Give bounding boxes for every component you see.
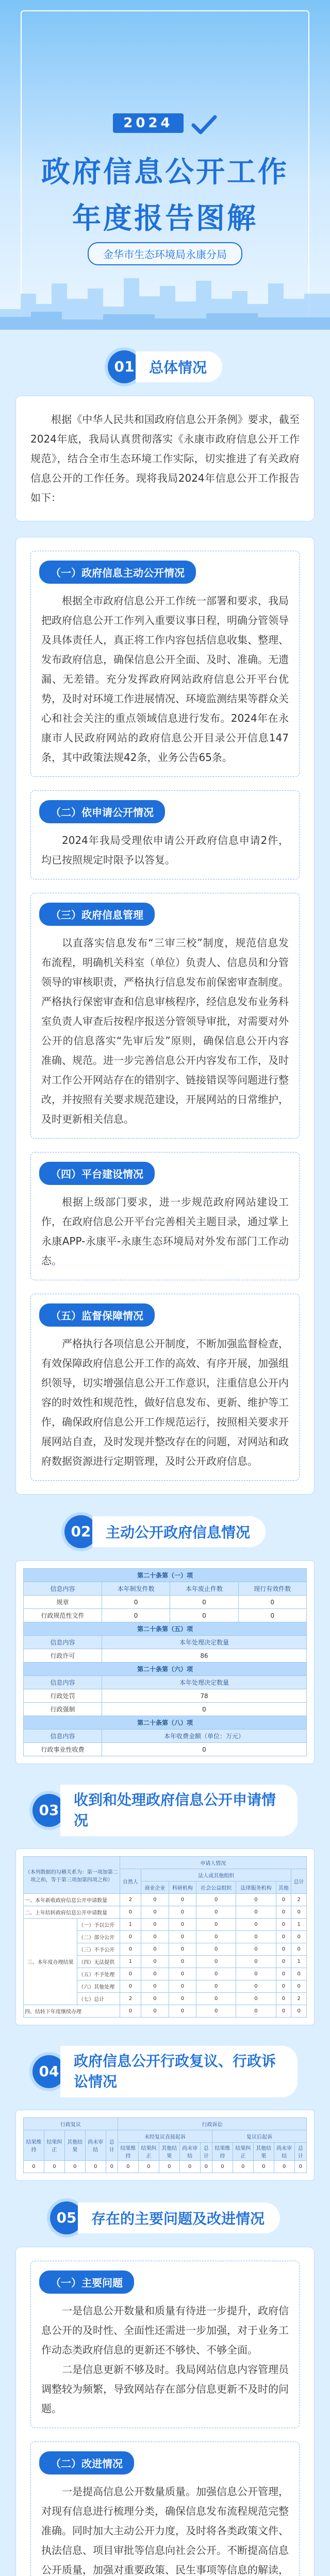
detail-block — [30, 1294, 300, 1481]
detail-block — [30, 551, 300, 777]
table-cell: 0 — [291, 2005, 307, 2018]
subsection-text: 2024年我局受理依申请公开政府信息申请2件，均已按照规定时限予以答复。 — [41, 834, 289, 866]
section-number: 02 — [64, 1515, 97, 1548]
hero-banner — [0, 0, 330, 330]
table-cell: 0 — [291, 1931, 307, 1943]
table-header: 行政诉讼 — [118, 2118, 306, 2130]
table-cell: 0 — [169, 1993, 196, 2005]
table-cell: 0 — [196, 1980, 236, 1993]
table-cell: 0 — [276, 1956, 291, 1968]
table-cell: 0 — [141, 1894, 169, 1906]
table-header: 现行有效件数 — [238, 1582, 306, 1596]
table-cell: 0 — [276, 1906, 291, 1919]
table-header: 其他 — [276, 1882, 291, 1894]
table-row — [24, 1919, 307, 1931]
table-header: 信息内容 — [24, 1636, 102, 1649]
hero-title-line2: 年度报告图解 — [72, 202, 258, 235]
table-header: 总计 — [106, 2130, 118, 2161]
table-header: 信息内容 — [24, 1676, 102, 1689]
proactive-disclosure-tables — [15, 1561, 315, 1764]
section-1-intro — [15, 396, 315, 521]
table-header: 本年处理决定数量 — [102, 1636, 306, 1649]
table-cell: 2 — [120, 1894, 141, 1906]
table-cell: 0 — [141, 1956, 169, 1968]
table-header: 尚未审结 — [85, 2130, 106, 2161]
subsection-tag: （一）政府信息主动公开情况 — [39, 561, 196, 584]
table-cell: 0 — [141, 1931, 169, 1943]
table-row: 行政许可 86 — [24, 1649, 307, 1663]
table-cell: 0 — [233, 2161, 253, 2173]
table-cell: 0 — [44, 2161, 64, 2173]
table-cell: 0 — [85, 2161, 106, 2173]
table-cell: 0 — [64, 2161, 85, 2173]
table-cell: 2 — [120, 1993, 141, 2005]
table-row — [24, 1894, 307, 1906]
subsection-tag: （二）依申请公开情况 — [39, 800, 165, 823]
table-cell: 0 — [106, 2161, 118, 2173]
detail-block — [30, 1152, 300, 1280]
table-cell: 0 — [120, 1943, 141, 1956]
section-title: 主动公开政府信息情况 — [92, 1516, 266, 1547]
table-cell: 0 — [141, 1943, 169, 1956]
subsection-tag: （三）政府信息管理 — [39, 903, 155, 926]
table-cell: 0 — [196, 1993, 236, 2005]
subsection-tag: （一）主要问题 — [39, 2270, 134, 2294]
subsection-text: 一是提高信息公开数量质量。加强信息公开管理，对现有信息进行梳理分类，确保信息发布流程规范完整准确。同时加大主动公开力度，及时将各类政策文件、执法信息、项目审批等信息向社会公开。不断提高信息公开质量，加强对重要政策、民生事项等信息的解读， — [41, 2485, 289, 2576]
table-header: 结果纠正 — [44, 2130, 64, 2161]
section-1-details — [15, 537, 315, 1495]
table-cell: 0 — [291, 1980, 307, 1993]
table-header: 本年处理决定数量 — [102, 1676, 306, 1689]
section-header-1 — [15, 350, 315, 383]
table-cell: 0 — [236, 1931, 276, 1943]
table-article20-1 — [23, 1568, 307, 1756]
section-number: 04 — [32, 2055, 65, 2088]
table-cell: 0 — [276, 1980, 291, 1993]
table-cell: 0 — [138, 2161, 159, 2173]
table-cell: 0 — [159, 2161, 179, 2173]
table-header: 商业企业 — [141, 1882, 169, 1894]
section-title: 总体情况 — [136, 351, 222, 382]
subsection-text: 根据上级部门要求，进一步规范政府网站建设工作，在政府信息公开平台完善相关主题目录，通过掌上永康APP-永康平-永康生态环境局对外发布部门工作动态。 — [41, 1196, 289, 1267]
table-cell: 0 — [120, 2005, 141, 2018]
table-header: （本列数据的勾稽关系为：第一项加第二项之和，等于第三项加第四项之和） — [24, 1857, 120, 1894]
table-cell: 0 — [236, 1980, 276, 1993]
table-cell: 0 — [141, 1906, 169, 1919]
section-number: 03 — [32, 1794, 65, 1827]
table-header: 其他结果 — [64, 2130, 85, 2161]
table-row — [24, 1906, 307, 1919]
subsection-tag: （二）改进情况 — [39, 2451, 134, 2475]
subsection-tag: （四）平台建设情况 — [39, 1162, 155, 1185]
check-icon — [191, 115, 217, 135]
section-header-4 — [15, 2046, 315, 2097]
application-handling-table — [15, 1849, 315, 2025]
table-row: 行政规范性文件 0 0 0 — [24, 1609, 307, 1622]
row-label: （五）不予处理 — [77, 1968, 120, 1980]
table-cell: 0 — [236, 1956, 276, 1968]
table-cell: 0 — [141, 1919, 169, 1931]
table-header: 社会公益组织 — [196, 1882, 236, 1894]
table-cell: 0 — [291, 1943, 307, 1956]
table-cell: 0 — [169, 2005, 196, 2018]
table-cell: 0 — [236, 1943, 276, 1956]
section-header-2 — [15, 1515, 315, 1548]
table-cell: 0 — [291, 1906, 307, 1919]
problems-block — [30, 2261, 300, 2428]
table-cell: 0 — [141, 1980, 169, 1993]
table-header: 行政复议 — [24, 2118, 118, 2130]
table-cell: 0 — [236, 1919, 276, 1931]
table-header: 复议后起诉 — [212, 2130, 306, 2143]
table-cell: 0 — [120, 1980, 141, 1993]
section-title: 政府信息公开行政复议、行政诉讼情况 — [60, 2046, 298, 2097]
table-cell: 1 — [120, 1956, 141, 1968]
section-number: 01 — [108, 350, 141, 383]
row-label: （一）予以公开 — [77, 1919, 120, 1931]
row-label: （七）总计 — [77, 1993, 120, 2005]
table-title: 第二十条第（五）项 — [24, 1622, 307, 1636]
table-cell: 0 — [169, 1931, 196, 1943]
city-skyline-illustration — [0, 268, 330, 330]
subsection-text: 以直落实信息发布“三审三校”制度，规范信息发布流程，明确机关科室（单位）负责人、信息员和分管领导的审核职责，严格执行信息发布前保密审查制度。严格执行保密审查和信息审核程序，经信息发布业务科室负责人审查后按程序报送分管领导审批，对需要对外公开的信息落实“先审后发”原则，确保信息公开内容准确、规范。进一步完善信息公开内容发布工作，及时对工作公开网站存在的错别字、链接错误等问题进行整改，并按照有关要求规范建设，开展网站的日常维护，及时更新相关信息。 — [41, 937, 289, 1125]
table-cell: 0 — [196, 1906, 236, 1919]
subsection-text: 一是信息公开数量和质量有待进一步提升，政府信息公开的及时性、全面性还需进一步加强，对于业务工作动态类政府信息的更新还不够快、不够全面。 — [41, 2304, 289, 2356]
row-label: （四）无法提供 — [77, 1956, 120, 1968]
table-cell: 0 — [236, 1993, 276, 2005]
section-title: 存在的主要问题及改进情况 — [78, 2202, 280, 2233]
table-cell: 0 — [24, 2161, 44, 2173]
table-cell: 0 — [141, 1968, 169, 1980]
table-header: 申请人情况 — [120, 1857, 306, 1869]
subsection-text: 根据全市政府信息公开工作统一部署和要求，我局把政府信息公开工作列入重要议事日程，明确分管领导及具体责任人，真正将工作内容包括信息收集、整理、发布政府信息，确保信息公开全面、及时、准确。无遗漏、无差错。充分发挥政府网站政府信息公开平台优势，及时对环境工作进展情况、环境监测结果等群众关心和社会关注的重点领域信息进行发布。2024年在永康市人民政府网站的政府信息公开目录公开信息147条，其中政策法规42条，业务公告65条。 — [41, 595, 289, 764]
table-cell: 0 — [196, 1943, 236, 1956]
table-cell: 0 — [196, 2005, 236, 2018]
table-cell: 0 — [276, 2005, 291, 2018]
table-row: 行政事业性收费 0 — [24, 1743, 307, 1756]
section-5-content — [15, 2247, 315, 2576]
table-cell: 0 — [196, 1956, 236, 1968]
table-cell: 0 — [294, 2161, 306, 2173]
row-label: 二、上年结转政府信息公开申请数量 — [24, 1906, 120, 1919]
table-cell: 0 — [196, 1894, 236, 1906]
group-label: 三、本年度办理结果 — [24, 1919, 77, 2005]
table-cell: 2 — [291, 1993, 307, 2005]
table-header: 结果维持 — [24, 2130, 44, 2161]
table-cell: 0 — [169, 1906, 196, 1919]
table-cell: 1 — [120, 1919, 141, 1931]
table-header: 本年废止件数 — [170, 1582, 238, 1596]
row-label: 四、结转下年度继续办理 — [24, 2005, 120, 2018]
table-cell: 0 — [141, 2005, 169, 2018]
table-cell: 0 — [253, 2161, 274, 2173]
table-cell: 0 — [196, 1968, 236, 1980]
table-title: 第二十条第（八）项 — [24, 1716, 307, 1730]
table-cell: 0 — [276, 1894, 291, 1906]
table-row: 规章 0 0 0 — [24, 1596, 307, 1609]
intro-text: 根据《中华人民共和国政府信息公开条例》要求，截至2024年底，我局认真贯彻落实《永康市政府信息公开工作规范》，结合全市生态环境工作实际，切实推进了有关政府信息公开的工作任务。现将我局2024年信息公开工作报告如下： — [30, 413, 300, 504]
row-label: （三）不予公开 — [77, 1943, 120, 1956]
table-cell: 0 — [236, 2005, 276, 2018]
improvements-block — [30, 2442, 300, 2576]
table-header: 信息内容 — [24, 1730, 102, 1743]
table-cell: 0 — [120, 1906, 141, 1919]
table-cell: 0 — [276, 1993, 291, 2005]
table-row — [24, 2161, 307, 2173]
table-header: 法人或其他组织 — [141, 1869, 291, 1882]
row-label: （六）其他处理 — [77, 1980, 120, 1993]
table-cell: 0 — [169, 1894, 196, 1906]
table-cell: 0 — [169, 1919, 196, 1931]
table-cell: 0 — [196, 1919, 236, 1931]
table-header: 自然人 — [120, 1869, 141, 1894]
table-cell: 0 — [169, 1943, 196, 1956]
table-title: 第二十条第（一）项 — [24, 1569, 307, 1582]
section-header-5 — [15, 2201, 315, 2234]
table-cell: 0 — [291, 1968, 307, 1980]
hero-subtitle: 金华市生态环境局永康分局 — [88, 242, 242, 265]
subsection-text: 二是信息更新不够及时。我局网站信息内容管理员调整较为频繁，导致网站存在部分信息更新不及时的问题。 — [41, 2363, 289, 2415]
table-cell: 0 — [236, 1968, 276, 1980]
table-cell: 0 — [141, 1993, 169, 2005]
table-cell: 0 — [236, 1894, 276, 1906]
table-cell: 2 — [291, 1894, 307, 1906]
table-cell: 0 — [120, 1931, 141, 1943]
table-title: 第二十条第（六）项 — [24, 1663, 307, 1676]
hero-title-line1: 政府信息公开工作 — [41, 156, 289, 189]
table-cell: 0 — [200, 2161, 212, 2173]
subsection-tag: （五）监督保障情况 — [39, 1303, 155, 1327]
table-cell: 0 — [276, 1931, 291, 1943]
table-header: 法律服务机构 — [236, 1882, 276, 1894]
row-label: （二）部分公开 — [77, 1931, 120, 1943]
table-cell: 0 — [169, 1956, 196, 1968]
section-number: 05 — [50, 2201, 83, 2234]
detail-block — [30, 893, 300, 1139]
table-header: 本年制发件数 — [102, 1582, 170, 1596]
table-cell: 0 — [276, 1943, 291, 1956]
table-cell: 1 — [291, 1919, 307, 1931]
table-header: 总计 — [291, 1869, 307, 1894]
table-cell: 0 — [118, 2161, 138, 2173]
table-cell: 0 — [274, 2161, 294, 2173]
table-row — [24, 2005, 307, 2018]
table-cell: 0 — [169, 1968, 196, 1980]
table-cell: 0 — [120, 1968, 141, 1980]
table-header: 科研机构 — [169, 1882, 196, 1894]
table-cell: 0 — [276, 1968, 291, 1980]
table-cell: 0 — [196, 1931, 236, 1943]
table-cell: 0 — [236, 1906, 276, 1919]
subsection-text: 严格执行各项信息公开制度，不断加强监督检查，有效保障政府信息公开工作的高效、有序开展，加强组织领导，切实增强信息公开工作意识，注重信息公开内容的时效性和规范性，做好信息发布、更新、维护等工作，确保政府信息公开工作规范运行，按照相关要求开展网站自查，及时发现并整改存在的问题，对网站和政府数据资源进行定期管理，及时公开政府信息。 — [41, 1337, 289, 1467]
table-header: 本年收费金额（单位：万元） — [102, 1730, 306, 1743]
table-cell: 0 — [276, 1919, 291, 1931]
hero-year-badge: 2024 — [113, 113, 183, 133]
table-header: 信息内容 — [24, 1582, 102, 1596]
detail-block — [30, 790, 300, 879]
table-row: 行政强制 0 — [24, 1703, 307, 1716]
table-cell: 0 — [179, 2161, 200, 2173]
section-title: 收到和处理政府信息公开申请情况 — [60, 1785, 298, 1836]
table-cell: 0 — [169, 1980, 196, 1993]
table-cell: 1 — [291, 1956, 307, 1968]
table-header: 未经复议直接起诉 — [118, 2130, 212, 2143]
table-row: 行政处罚 78 — [24, 1689, 307, 1703]
table-cell: 0 — [212, 2161, 233, 2173]
row-label: 一、本年新收政府信息公开申请数量 — [24, 1894, 120, 1906]
review-litigation-table: 行政复议 行政诉讼 结果维持 结果纠正 其他结果 尚未审结 总计 未经复议直接起诉 复议后起诉 结果维持 结果纠正 其他结果 尚未审结 总计 结果维持 结果纠正 其他结果 尚未审结 总计 0 0 0 0 0 0 0 0 0 0 0 0 0 0 0 — [15, 2110, 315, 2181]
section-header-3 — [15, 1785, 315, 1836]
